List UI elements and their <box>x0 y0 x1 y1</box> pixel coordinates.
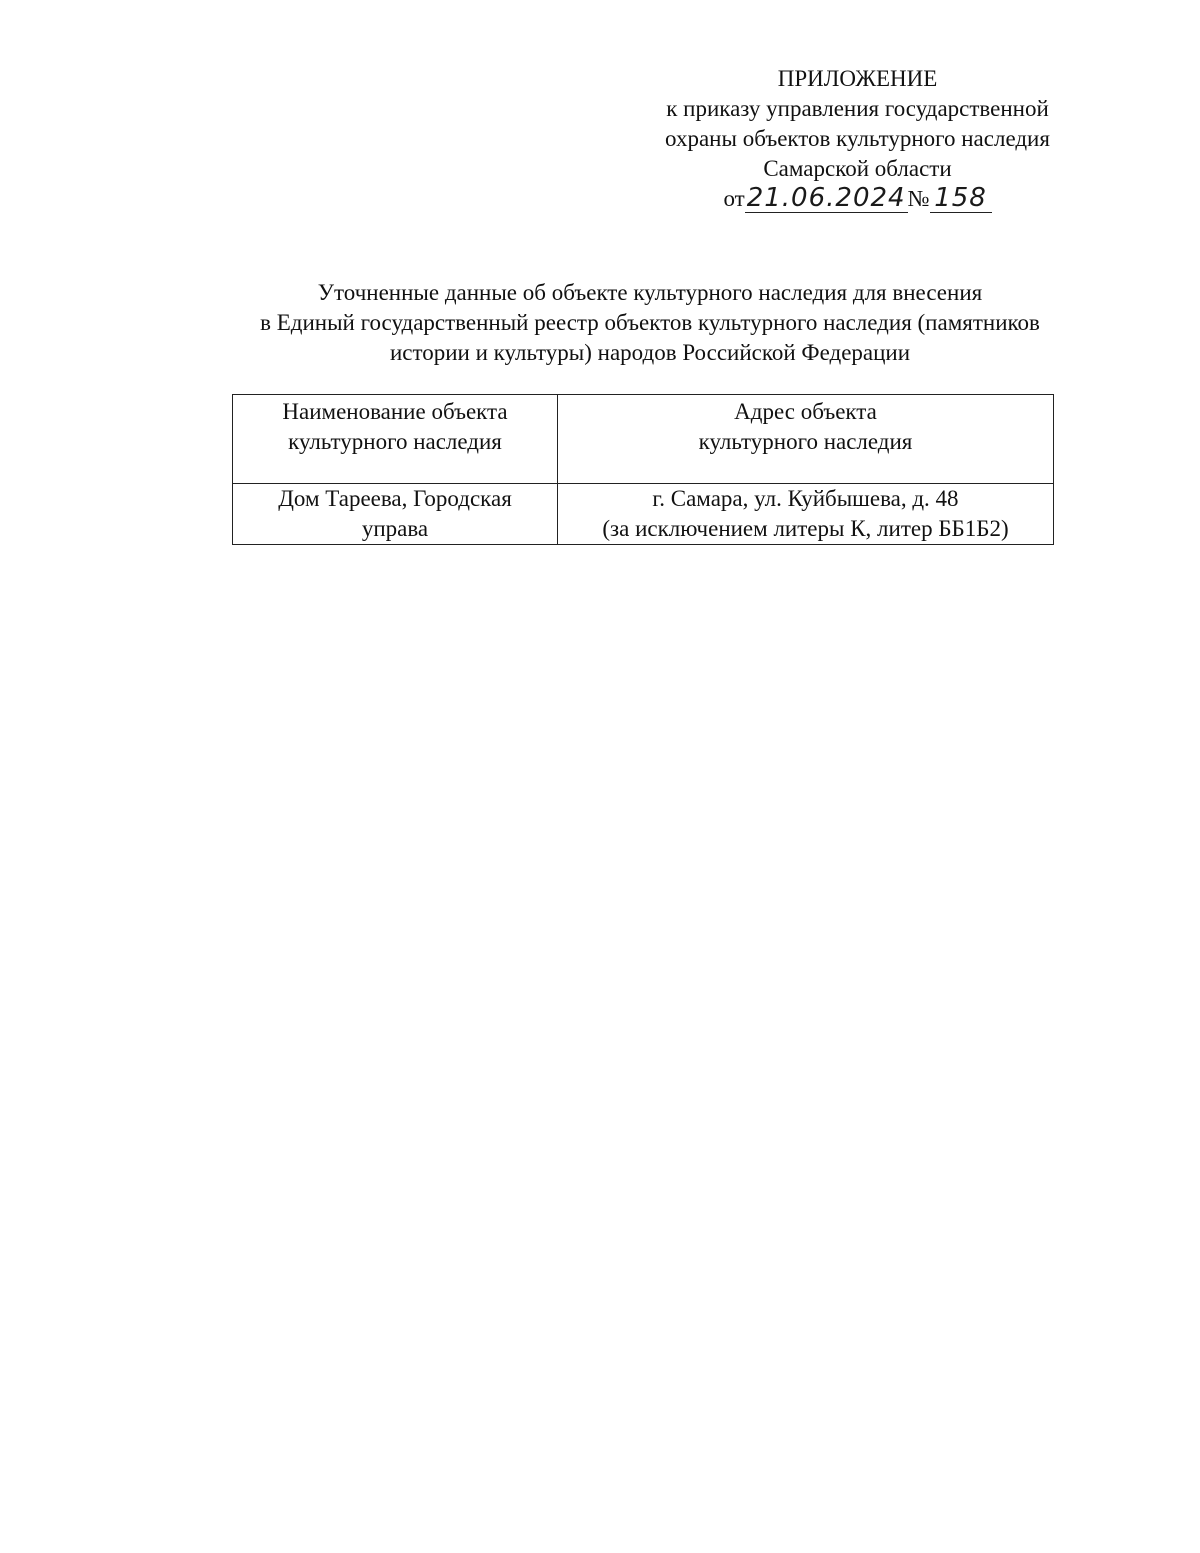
order-date-field <box>745 185 908 213</box>
header-text: Адрес объекта <box>734 399 877 424</box>
header-text: культурного наследия <box>698 429 913 454</box>
appendix-title: ПРИЛОЖЕНИЕ <box>777 66 938 91</box>
appendix-block <box>600 64 1115 214</box>
appendix-line: охраны объектов культурного наследия <box>665 126 1050 151</box>
cell-text: (за исключением литеры К, литер ББ1Б2) <box>602 516 1009 541</box>
heading-line: истории и культуры) народов Российской Федерации <box>389 340 911 365</box>
heading-line: Уточненные данные об объекте культурного наследия для внесения <box>317 280 983 305</box>
appendix-line: к приказу управления государственной <box>666 96 1049 121</box>
handwritten-date: 21.06.2024 <box>746 183 906 213</box>
header-cell-address <box>558 395 1054 484</box>
header-text: культурного наследия <box>288 429 502 454</box>
cell-text: Дом Тареева, Городская <box>278 486 512 511</box>
order-number-field <box>930 185 992 213</box>
heading-line: в Единый государственный реестр объектов культурного наследия (памятников <box>260 310 1040 335</box>
cell-text: г. Самара, ул. Куйбышева, д. 48 <box>652 486 959 511</box>
table-row <box>233 484 1054 545</box>
table-header-row <box>233 395 1054 484</box>
number-prefix: № <box>907 186 930 211</box>
date-prefix: от <box>723 186 745 211</box>
object-name-cell <box>233 484 558 545</box>
object-address-cell <box>558 484 1054 545</box>
cell-text: управа <box>361 516 429 541</box>
order-date-line <box>600 184 1115 214</box>
header-cell-name <box>233 395 558 484</box>
appendix-line: Самарской области <box>763 156 952 181</box>
heritage-objects-table <box>232 394 1054 545</box>
header-text: Наименование объекта <box>282 399 508 424</box>
handwritten-number: 158 <box>934 183 987 213</box>
document-heading <box>150 278 1150 368</box>
